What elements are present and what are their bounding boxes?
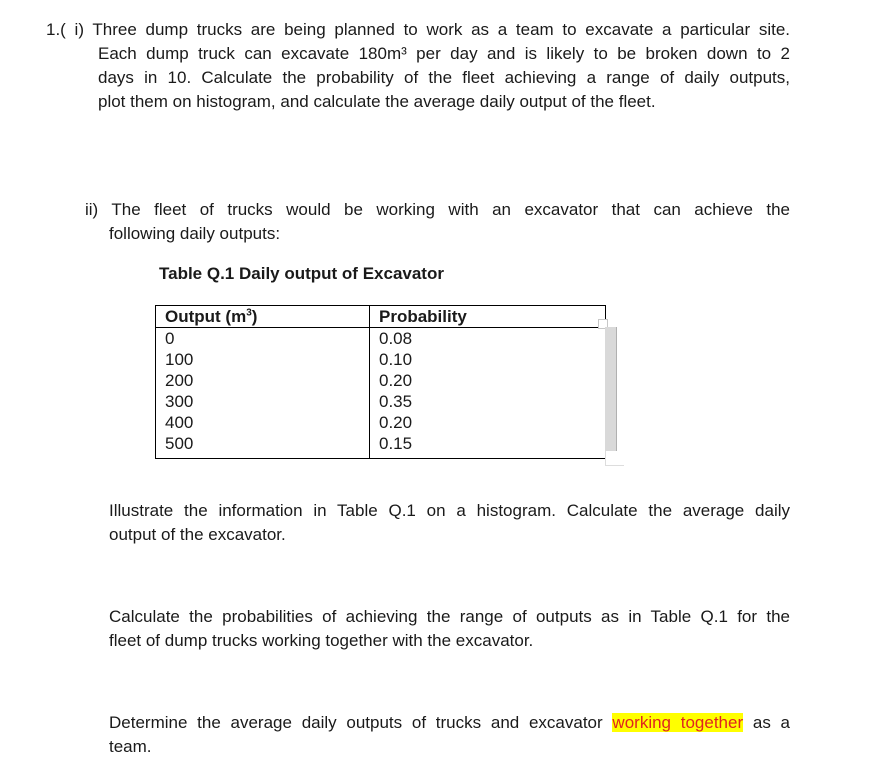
table-row: [156, 433, 606, 459]
table-row: [156, 412, 606, 433]
cell-probability: 0.35: [379, 392, 413, 411]
highlighted-text: working together: [612, 713, 744, 732]
table-row: [156, 370, 606, 391]
table-caption: Table Q.1 Daily output of Excavator: [159, 264, 444, 283]
q1-line-4: plot them on histogram, and calculate the average daily output of the fleet.: [98, 92, 656, 111]
cell-probability: 0.10: [379, 350, 413, 369]
table-row: [156, 391, 606, 412]
q1-line-3: days in 10. Calculate the probability of the fleet achieving a range of daily outputs,: [98, 68, 790, 87]
q-avg-line-1: Determine the average daily outputs of trucks and excavator working together as a: [109, 713, 791, 732]
cell-output: 400: [156, 412, 370, 433]
question-1-part-ii: [85, 198, 790, 246]
table-scrollbar[interactable]: [605, 327, 617, 451]
cell-output: 500: [156, 433, 370, 459]
question-1-part-i: [46, 18, 790, 114]
cell-probability: 0.20: [379, 371, 413, 390]
cell-output: 100: [156, 349, 370, 370]
q-prob-line-1: Calculate the probabilities of achieving the range of outputs as in Table Q.1 for the: [109, 607, 790, 626]
question-probabilities: [109, 605, 790, 653]
q2-line-2: following daily outputs:: [109, 224, 281, 243]
q-hist-line-1: Illustrate the information in Table Q.1 on a histogram. Calculate the average daily: [109, 501, 790, 520]
cell-output: 300: [156, 391, 370, 412]
q2-line-1: ii) The fleet of trucks would be working with an excavator that can achieve the: [85, 200, 790, 219]
q-prob-line-2: fleet of dump trucks working together with the excavator.: [109, 631, 534, 650]
question-average: [109, 711, 790, 759]
q-hist-line-2: output of the excavator.: [109, 525, 286, 544]
question-histogram: [109, 499, 790, 547]
table-scrollbar-end: [605, 451, 624, 466]
q-avg-line-2: team.: [109, 737, 152, 756]
q1-line-2: Each dump truck can excavate 180m³ per day and is likely to be broken down to 2: [98, 44, 790, 63]
table-row: [156, 349, 606, 370]
cell-output: 0: [156, 328, 370, 350]
cell-probability: 0.20: [379, 413, 413, 432]
header-output: Output $(m^3)$: [156, 306, 370, 328]
cell-probability: 0.08: [379, 329, 413, 348]
header-probability: Probability: [370, 306, 606, 328]
table-header-row: [156, 306, 606, 328]
q1-line-1: 1.( i) Three dump trucks are being planned to work as a team to excavate a particular site.: [46, 20, 790, 39]
table-row: [156, 328, 606, 350]
cell-probability: 0.15: [379, 434, 413, 453]
excavator-output-table: [155, 305, 606, 459]
cell-output: 200: [156, 370, 370, 391]
